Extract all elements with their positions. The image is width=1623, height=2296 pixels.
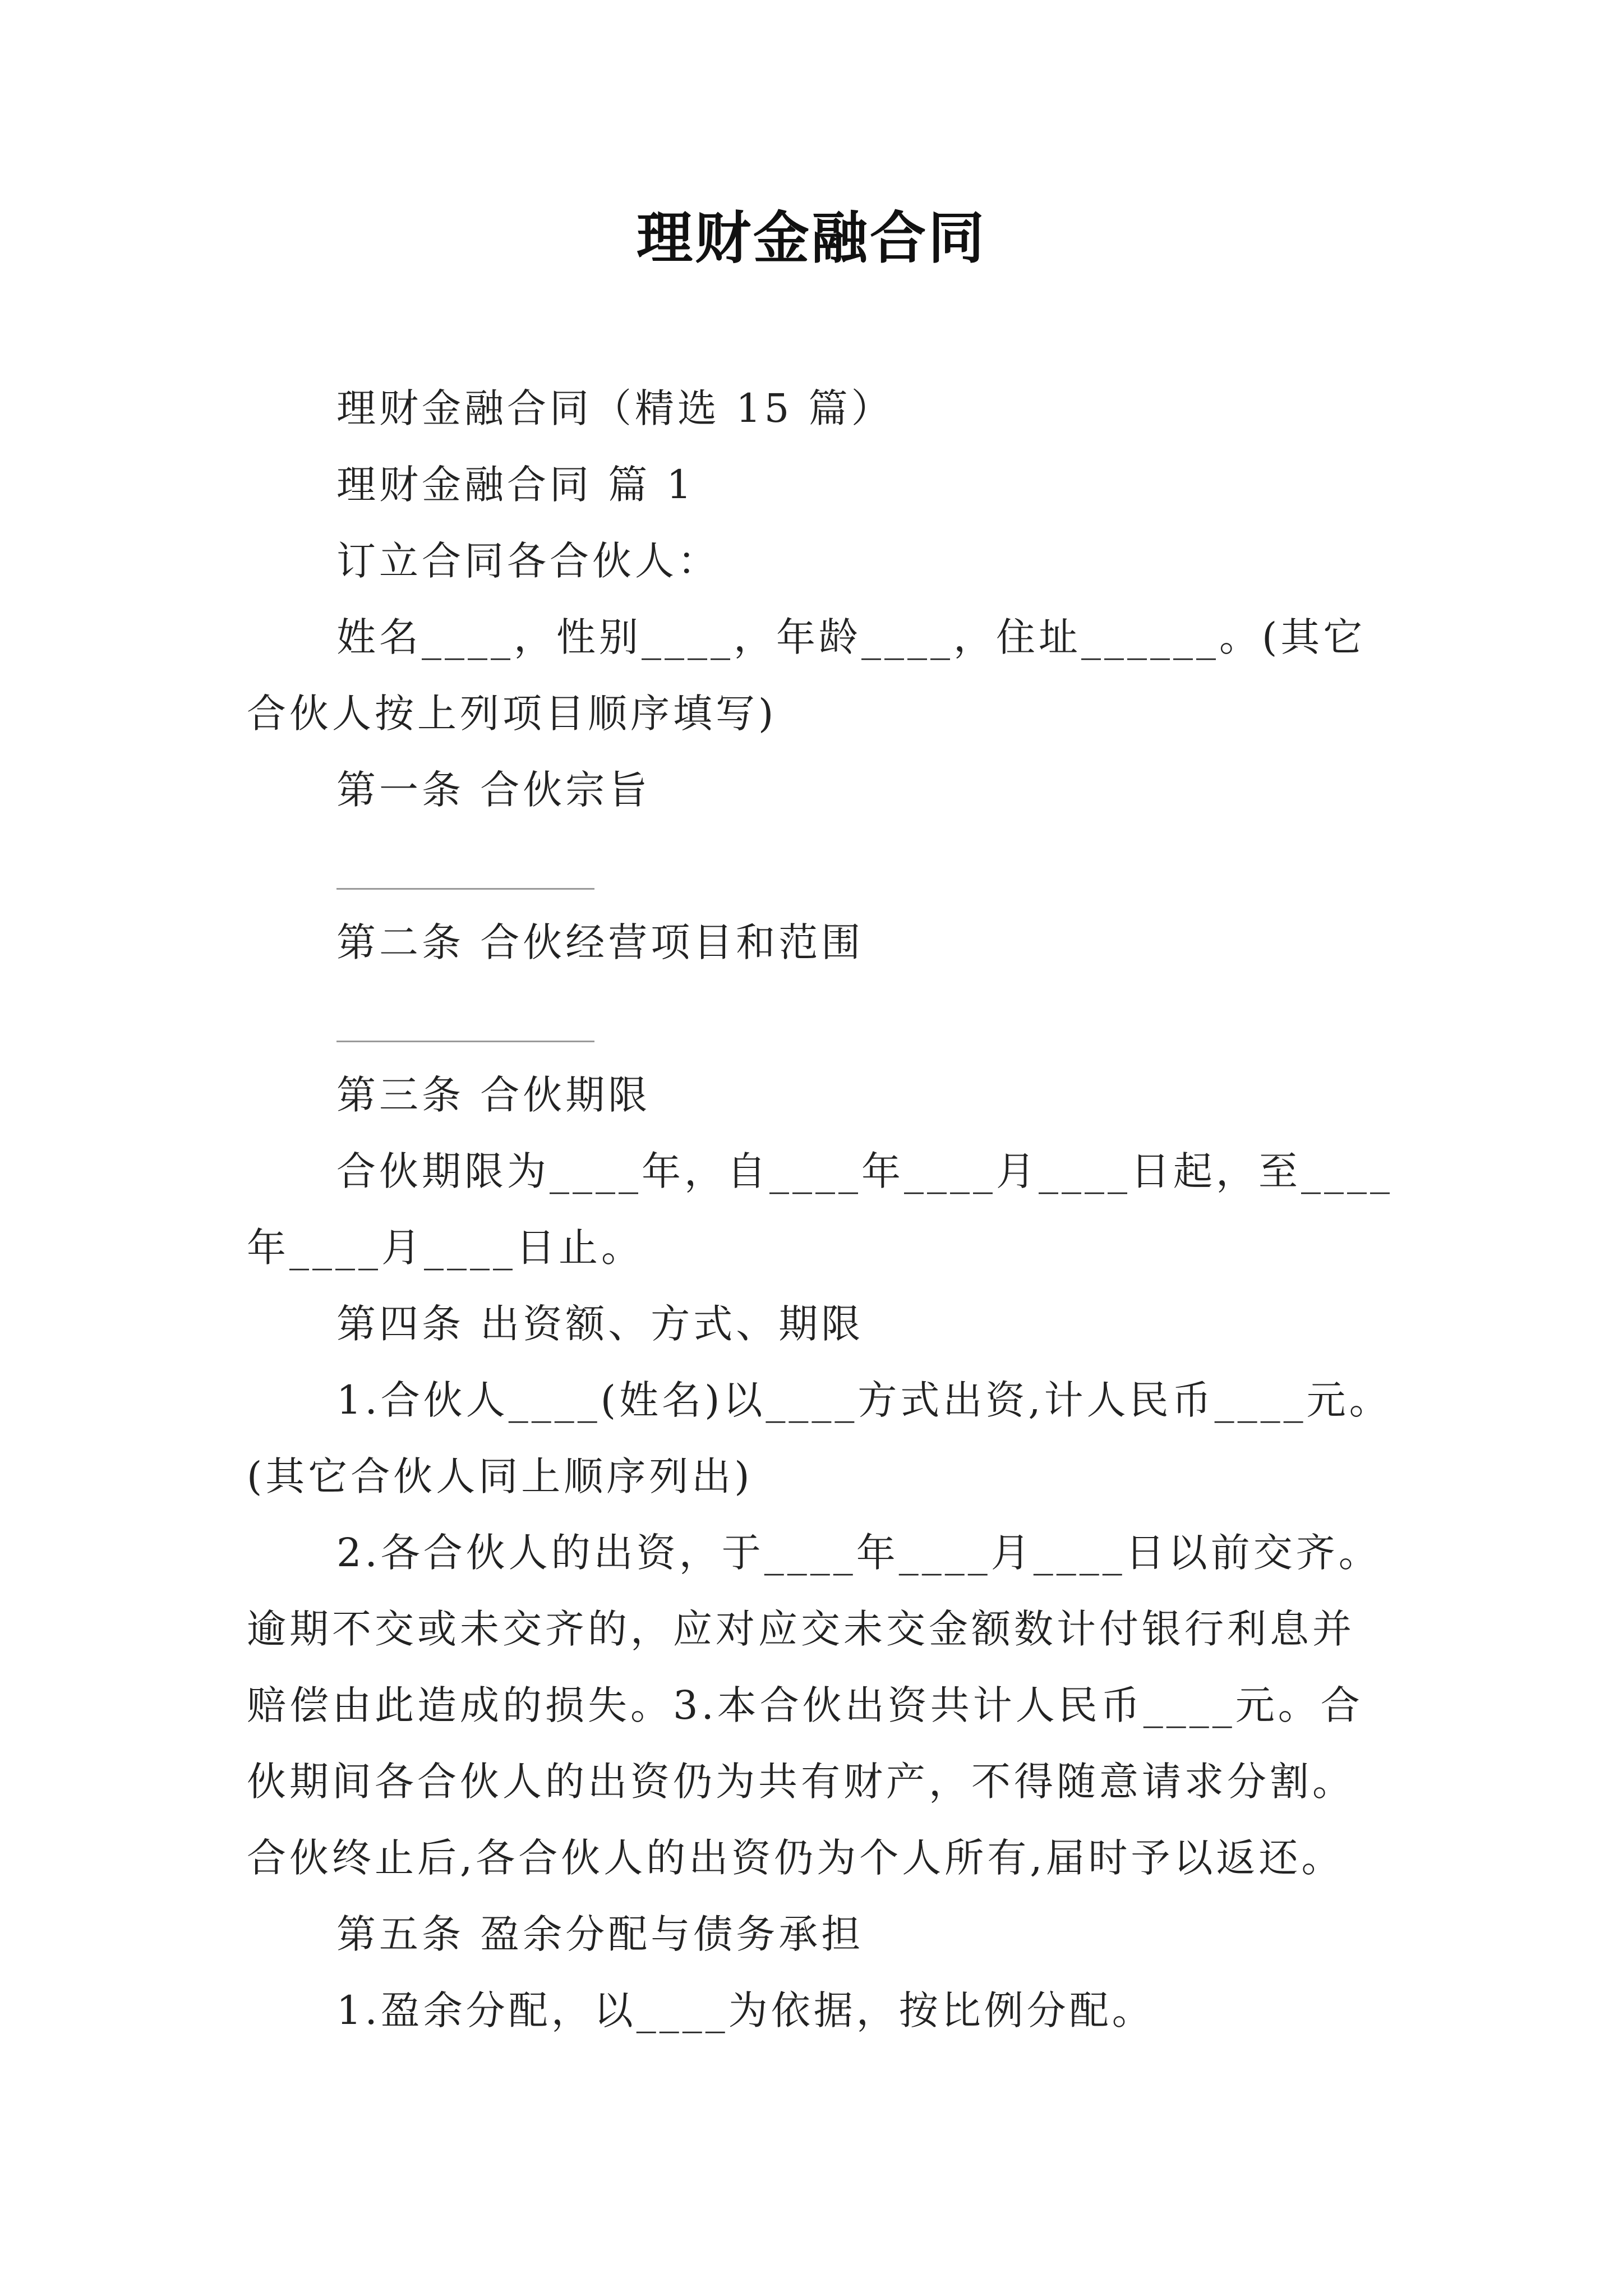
article-heading: 第三条 合伙期限: [336, 1072, 651, 1118]
paragraph-line: 1.合伙人____(姓名)以____方式出资,计人民币____元。: [336, 1377, 1392, 1423]
article-heading: 第二条 合伙经营项目和范围: [336, 919, 864, 965]
paragraph-line: 年____月____日止。: [247, 1225, 644, 1271]
paragraph-line: 姓名____，性别____，年龄____，住址______。(其它: [336, 614, 1366, 660]
paragraph-line: 1.盈余分配，以____为依据，按比例分配。: [336, 1987, 1155, 2033]
paragraph-line: 订立合同各合伙人：: [336, 538, 720, 584]
paragraph-line: 合伙终止后,各合伙人的出资仍为个人所有,届时予以返还。: [247, 1835, 1344, 1881]
article-heading: 第五条 盈余分配与债务承担: [336, 1911, 864, 1957]
paragraph-line: 2.各合伙人的出资，于____年____月____日以前交齐。: [336, 1530, 1381, 1576]
paragraph-line: (其它合伙人同上顺序列出): [247, 1453, 753, 1499]
section-heading: 理财金融合同 篇 1: [336, 462, 695, 508]
article-heading: 第四条 出资额、方式、期限: [336, 1301, 864, 1347]
subtitle-line: 理财金融合同（精选 15 篇）: [336, 385, 894, 431]
fill-in-blank-line: [336, 1041, 594, 1042]
paragraph-line: 合伙人按上列项目顺序填写): [247, 691, 777, 737]
paragraph-line: 伙期间各合伙人的出资仍为共有财产，不得随意请求分割。: [247, 1759, 1355, 1805]
paragraph-line: 合伙期限为____年，自____年____月____日起，至____: [336, 1148, 1393, 1194]
paragraph-line: 赔偿由此造成的损失。3.本合伙出资共计人民币____元。合: [247, 1682, 1363, 1728]
fill-in-blank-line: [336, 888, 594, 890]
article-heading: 第一条 合伙宗旨: [336, 767, 651, 813]
document-title: 理财金融合同: [637, 205, 986, 271]
paragraph-line: 逾期不交或未交齐的，应对应交未交金额数计付银行利息并: [247, 1606, 1355, 1652]
